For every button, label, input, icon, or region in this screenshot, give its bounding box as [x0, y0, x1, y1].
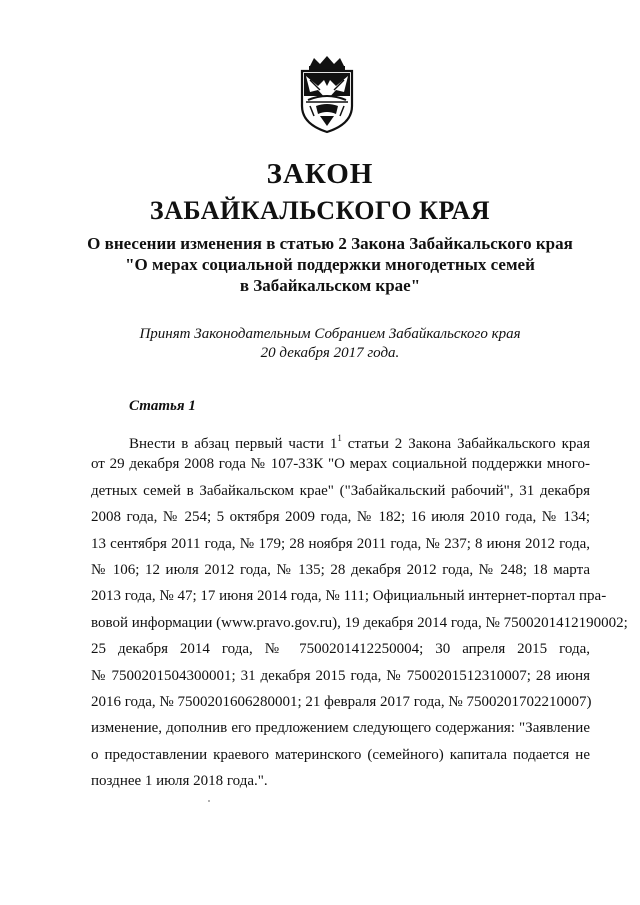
body-line: вовой информации (www.pravo.gov.ru), 19 декабря 2014 года, № 7500201412190002;	[91, 614, 628, 631]
body-line: 2016 года, № 7500201606280001; 21 февраля 2017 года, № 7500201702210007)	[91, 693, 592, 710]
law-region-title: ЗАБАЙКАЛЬСКОГО КРАЯ	[149, 196, 491, 225]
subtitle-line: "О мерах социальной поддержки многодетных семей	[125, 255, 535, 274]
body-line: № 7500201504300001; 31 декабря 2015 года, № 7500201512310007; 28 июня	[91, 667, 590, 684]
body-line: 25 декабря 2014 года, № 7500201412250004; 30 апреля 2015 года,	[91, 641, 590, 658]
article-body	[91, 425, 628, 794]
body-line: от 29 декабря 2008 года № 107-ЗЗК "О мерах социальной поддержки много-	[91, 456, 590, 473]
body-line: о предоставлении краевого материнского (семейного) капитала подается не	[91, 746, 590, 763]
body-line: 2008 года, № 254; 5 октября 2009 года, № 182; 16 июля 2010 года, № 134;	[91, 509, 590, 526]
superscript: 1	[337, 433, 342, 443]
body-line-last: позднее 1 июля 2018 года.".	[91, 773, 268, 790]
scan-speck	[208, 800, 210, 802]
adoption-date: 20 декабря 2017 года.	[260, 345, 400, 361]
adoption-note-line: Принят Законодательным Собранием Забайкальского края	[139, 326, 521, 342]
law-title: ЗАКОН	[266, 158, 374, 190]
coat-of-arms-icon	[296, 56, 358, 134]
body-line: изменение, дополнив его предложением следующего содержания: "Заявление	[91, 720, 590, 737]
adoption-note	[60, 325, 600, 363]
body-line: Внести в абзац первый части $1^1$ статьи 2 Закона Забайкальского края	[129, 433, 590, 452]
body-line: 13 сентября 2011 года, № 179; 28 ноября 2011 года, № 237; 8 июня 2012 года,	[91, 535, 590, 552]
law-subtitle	[60, 233, 600, 296]
subtitle-line: в Забайкальском крае"	[239, 276, 421, 295]
body-line: детных семей в Забайкальском крае" ("Забайкальский рабочий", 31 декабря	[91, 482, 590, 499]
body-line: № 106; 12 июля 2012 года, № 135; 28 декабря 2012 года, № 248; 18 марта	[91, 561, 590, 578]
subtitle-line: О внесении изменения в статью 2 Закона Забайкальского края	[87, 234, 573, 253]
article-heading: Статья 1	[129, 398, 196, 414]
body-line: 2013 года, № 47; 17 июня 2014 года, № 111; Официальный интернет-портал пра-	[91, 588, 607, 605]
